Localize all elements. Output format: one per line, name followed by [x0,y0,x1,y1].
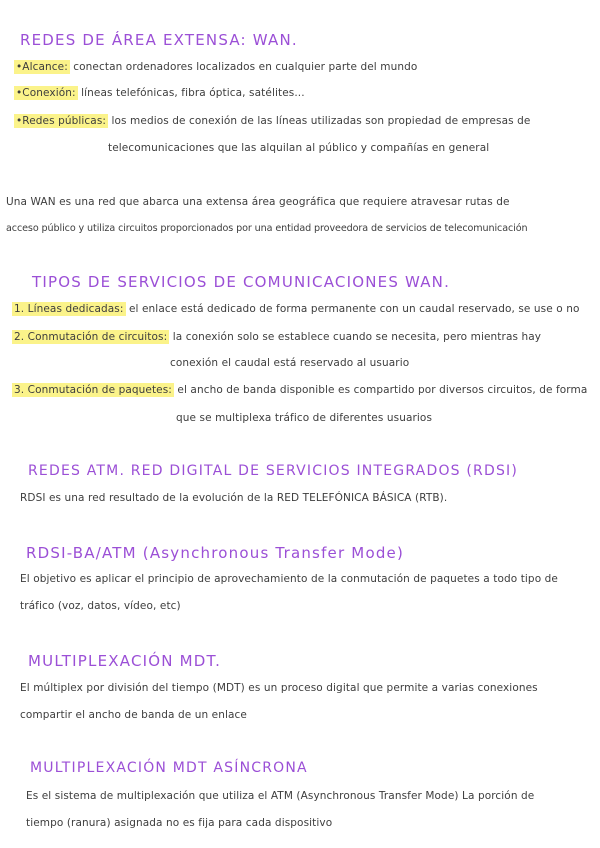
paragraph-line: Es el sistema de multiplexación que utiliza el ATM (Asynchronous Transfer Mode) La porción de [26,790,535,802]
list-item-continuation: conexión el caudal está reservado al usuario [170,357,410,369]
list-item-alcance [14,61,417,73]
highlight-label: •Conexión: [16,87,76,99]
item-text: conectan ordenadores localizados en cualquier parte del mundo [73,61,418,73]
paragraph-line: El múltiplex por división del tiempo (MDT) es un proceso digital que permite a varias conexiones [20,682,538,694]
list-item-paquetes [12,384,587,396]
list-item-conexion [14,87,305,99]
highlight-label: 1. Líneas dedicadas: [14,303,124,315]
highlight-label: 3. Conmutación de paquetes: [14,384,172,396]
list-item-lineas-dedicadas [12,303,580,315]
highlight-label: •Alcance: [16,61,68,73]
highlight-label: •Redes públicas: [16,115,107,127]
paragraph-line: Una WAN es una red que abarca una extensa área geográfica que requiere atravesar rutas de [6,196,510,208]
paragraph-line: RDSI es una red resultado de la evolución de la RED TELEFÓNICA BÁSICA (RTB). [20,492,448,504]
section-title-wan: REDES DE ÁREA EXTENSA: WAN. [20,31,298,49]
list-item-redes-publicas [14,115,531,127]
item-text: líneas telefónicas, fibra óptica, satélites... [81,87,305,99]
list-item-continuation: telecomunicaciones que las alquilan al público y compañías en general [108,142,490,154]
item-text: el ancho de banda disponible es compartido por diversos circuitos, de forma [177,384,588,396]
section-title-mdt-asincrona: MULTIPLEXACIÓN MDT ASÍNCRONA [30,760,308,776]
paragraph-line: El objetivo es aplicar el principio de aprovechamiento de la conmutación de paquetes a todo tipo de [20,573,558,585]
item-text: la conexión solo se establece cuando se necesita, pero mientras hay [172,331,542,343]
section-title-atm: REDES ATM. RED DIGITAL DE SERVICIOS INTEGRADOS (RDSI) [28,463,519,479]
paragraph-line: tráfico (voz, datos, vídeo, etc) [20,600,181,612]
section-title-tipos: TIPOS DE SERVICIOS DE COMUNICACIONES WAN. [32,273,451,291]
list-item-continuation: que se multiplexa tráfico de diferentes usuarios [176,412,433,424]
highlight-label: 2. Conmutación de circuitos: [14,331,168,343]
section-title-rdsi-ba: RDSI-BA/ATM (Asynchronous Transfer Mode) [26,544,405,562]
item-text: el enlace está dedicado de forma permanente con un caudal reservado, se use o no [128,303,580,315]
paragraph-line: tiempo (ranura) asignada no es fija para cada dispositivo [26,817,333,829]
paragraph-line: acceso público y utiliza circuitos proporcionados por una entidad proveedora de servicios de telecomunicación [6,223,528,234]
item-text: los medios de conexión de las líneas utilizadas son propiedad de empresas de [111,115,531,127]
paragraph-line: compartir el ancho de banda de un enlace [20,709,247,721]
list-item-circuitos [12,331,541,343]
section-title-mdt: MULTIPLEXACIÓN MDT. [28,652,222,670]
